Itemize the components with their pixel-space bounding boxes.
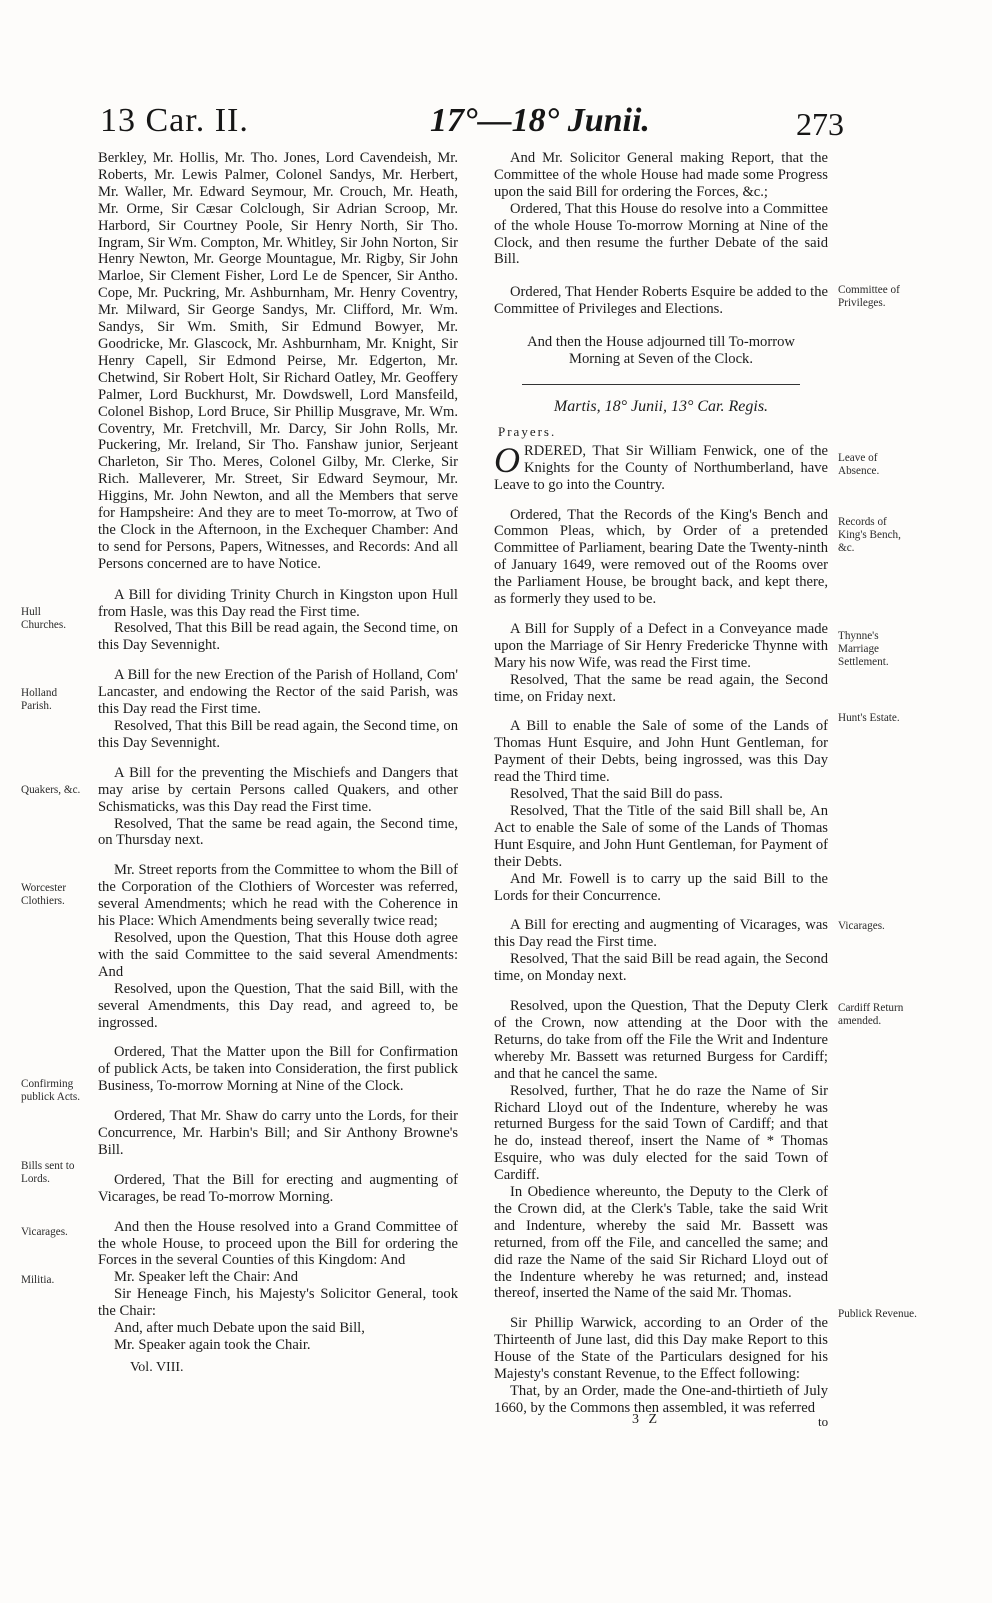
entry-confirming-acts (98, 1044, 458, 1095)
paragraph: Resolved, That the said Bill do pass. (510, 786, 723, 803)
entry-quakers (98, 765, 458, 850)
paragraph: Mr. Street reports from the Committee to whom the Bill of the Corporation of the Clothiers of Worcester was referred, several Amendments; which he read with the Coherence in his Place: Which Amendments being severally twice read; (98, 862, 458, 930)
running-header-date: 17°—18° Junii. (430, 102, 650, 139)
paragraph: A Bill for dividing Trinity Church in Kingston upon Hull from Hasle, was this Day read the First time. (98, 586, 458, 620)
paragraph: Mr. Speaker again took the Chair. (114, 1337, 311, 1353)
margin-note-records: Records of King's Bench, &c. (838, 516, 901, 554)
paragraph: Resolved, That the said Bill be read again, the Second time, on Monday next. (494, 951, 828, 985)
paragraph: And Mr. Fowell is to carry up the said Bill to the Lords for their Concurrence. (494, 870, 828, 904)
paragraph: A Bill for the new Erection of the Parish of Holland, Com' Lancaster, and endowing the Rector of the said Parish, was this Day read the First time. (98, 667, 458, 718)
margin-note-hunt: Hunt's Estate. (838, 712, 900, 724)
paragraph: Resolved, That the same be read again, the Second time, on Thursday next. (98, 815, 458, 849)
paragraph: And then the House resolved into a Grand Committee of the whole House, to proceed upon the Bill for ordering the Forces in the several Counties of this Kingdom: And (98, 1218, 458, 1269)
entry-hull-churches (98, 587, 458, 655)
paragraph: Resolved, upon the Question, That this House doth agree with the said Committee to the said several Amendments: And (98, 929, 458, 980)
volume-footer: Vol. VIII. (130, 1359, 184, 1375)
entry-holland-parish (98, 667, 458, 752)
margin-note-vicarages-right: Vicarages. (838, 920, 885, 932)
paragraph: A Bill for the preventing the Mischiefs and Dangers that may arise by certain Persons called Quakers, and other Schismaticks, was this Day read the First time. (98, 764, 458, 815)
margin-note-quakers: Quakers, &c. (21, 784, 81, 796)
paragraph: A Bill to enable the Sale of some of the Lands of Thomas Hunt Esquire, and John Hunt Gentleman, for Payment of their Debts, being ingrossed, was this Day read the Third time. (494, 718, 828, 786)
margin-note-revenue: Publick Revenue. (838, 1308, 917, 1320)
paragraph: Resolved, upon the Question, That the Deputy Clerk of the Crown, now attending at the Door with the Returns, do take from off the File the Writ and Indenture whereby Mr. Bassett was returned Burgess for Cardiff; and that he cancel the same. (494, 998, 828, 1082)
paragraph: Ordered, That the Bill for erecting and augmenting of Vicarages, be read To-morrow Morning. (98, 1171, 458, 1205)
paragraph: Mr. Speaker left the Chair: And (114, 1269, 299, 1286)
paragraph (494, 439, 828, 494)
section-divider (522, 384, 800, 385)
right-column (494, 150, 828, 1417)
paragraph: Ordered, That the Records of the King's Bench and Common Pleas, which, by Order of a pretended Committee of Parliament, bearing Date the Twenty-ninth of January 1649, were removed out of the Rooms over the Parliament House, be brought back, and kept there, as formerly they used to be. (494, 506, 828, 608)
entry-bills-sent (98, 1108, 458, 1159)
entry-leave-of-absence (494, 439, 828, 494)
committee-names-list: Berkley, Mr. Hollis, Mr. Tho. Jones, Lord Cavendeish, Mr. Roberts, Mr. Lewis Palmer, Colonel Sandys, Mr. Herbert, Mr. Waller, Mr. Edward Seymour, Mr. Crouch, Mr. Heath, Mr. Orme, Sir Cæsar Colclough, Sir Adrian Scroop, Mr. Harbord, Sir Courtney Poole, Sir Henry North, Sir Tho. Ingram, Sir Wm. Compton, Mr. Whitley, Sir John Norton, Sir Henry Newton, Mr. George Mountague, Mr. Rigby, Sir John Marloe, Sir Clement Fisher, Lord Le de Spencer, Sir Antho. Cope, Mr. Puckring, Mr. Ashburnham, Mr. Henry Coventry, Mr. Milward, Sir George Sandys, Mr. Clifford, Mr. Wm. Sandys, Sir Wm. Smith, Sir Edmund Bowyer, Mr. Goodricke, Mr. Glascock, Mr. Ashburnham, Mr. Knight, Sir Henry Capell, Sir Edmond Peirse, Mr. Edgerton, Mr. Chetwind, Sir Robert Holt, Sir Richard Oatley, Mr. Geoffery Palmer, Lord Buckhurst, Mr. Dowdswell, Lord Mansfeild, Colonel Bishop, Lord Bruce, Sir Phillip Musgrave, Mr. Wm. Coventry, Mr. Fretchvill, Mr. Darcy, Sir John Rolls, Mr. Puckering, Mr. Ireland, Sir Tho. Fanshaw junior, Serjeant Charleton, Sir Tho. Meres, Colonel Gilby, Mr. Clerke, Sir Rich. Malleverer, Mr. Street, Sir Edward Seymour, Mr. Higgins, Mr. John Newton, and all the Members that serve for Hampsheire: And they are to meet To-morrow, at Two of the Clock in the Afternoon, in the Exchequer Chamber: And to send for Persons, Papers, Witnesses, and Records: And all Persons concerned are to have Notice. (98, 150, 458, 572)
paragraph: A Bill for Supply of a Defect in a Conveyance made upon the Marriage of Sir Henry Fredericke Thynne with Mary his now Wife, was read the First time. (494, 620, 828, 671)
paragraph: Ordered, That the Matter upon the Bill for Confirmation of publick Acts, be taken into Consideration, the first publick Business, To-morrow Morning at Nine of the Clock. (98, 1044, 458, 1095)
paragraph: That, by an Order, made the One-and-thirtieth of July 1660, by the Commons then assembled, it was referred (494, 1383, 828, 1416)
paragraph: Sir Heneage Finch, his Majesty's Solicitor General, took the Chair: (98, 1286, 458, 1320)
entry-vicarages-bill (494, 917, 828, 985)
paragraph: A Bill for erecting and augmenting of Vicarages, was this Day read the First time. (494, 917, 828, 951)
entry-hunt (494, 718, 828, 904)
day-heading: Martis, 18° Junii, 13° Car. Regis. (553, 397, 769, 415)
paragraph: Resolved, That this Bill be read again, the Second time, on this Day Sevennight. (98, 620, 458, 654)
paragraph: Resolved, That this Bill be read again, the Second time, on this Day Sevennight. (98, 718, 458, 751)
paragraph: Resolved, further, That he do raze the Name of Sir Richard Lloyd out of the Indenture, whereby he was returned Burgess for the said Town of Cardiff; and that he do, instead thereof, insert the Name of * Thomas Esquire, who was duly elected for the said Town of Cardiff. (494, 1082, 828, 1184)
paragraph: Sir Phillip Warwick, according to an Order of the Thirteenth of June last, did this Day make Report to this House of the State of the Particulars designed for his Majesty's constant Revenue, to the Effect following: (494, 1315, 828, 1383)
left-column (98, 150, 458, 1377)
drop-cap: O (494, 439, 520, 480)
entry-worcester-clothiers (98, 862, 458, 1031)
paragraph: Resolved, That the same be read again, the Second time, on Friday next. (494, 671, 828, 705)
entry-vicarages (98, 1172, 458, 1206)
entry-adjourned (494, 334, 828, 368)
signature-mark: 3 Z (632, 1412, 661, 1427)
margin-note-bills-sent: Bills sent to Lords. (21, 1160, 75, 1185)
margin-note-cardiff: Cardiff Return amended. (838, 1002, 904, 1027)
margin-note-vicarages: Vicarages. (21, 1226, 68, 1238)
entry-solicitor-report (494, 150, 828, 268)
running-header-left: 13 Car. II. (100, 102, 249, 139)
entry-militia (98, 1219, 458, 1354)
margin-note-hull: Hull Churches. (21, 606, 67, 631)
catchword: to (818, 1414, 829, 1429)
paragraph: And, after much Debate upon the said Bill, (114, 1320, 365, 1337)
margin-note-thynne: Thynne's Marriage Settlement. (838, 630, 889, 668)
paragraph: And then the House adjourned till To-morrow Morning at Seven of the Clock. (527, 334, 795, 368)
paragraph: Resolved, That the Title of the said Bill shall be, An Act to enable the Sale of some of the Lands of Thomas Hunt Esquire, and John Hunt Gentleman, for Payment of their Debts. (494, 803, 828, 870)
margin-note-leave: Leave of Absence. (838, 452, 880, 477)
paragraph: Ordered, That Mr. Shaw do carry unto the Lords, for their Concurrence, Mr. Harbin's Bill; and Sir Anthony Browne's Bill. (98, 1108, 458, 1158)
margin-note-militia: Militia. (21, 1274, 55, 1286)
prayers-heading: Prayers. (498, 423, 557, 439)
paragraph: Ordered, That this House do resolve into a Committee of the whole House To-morrow Morning at Nine of the Clock, and then resume the further Debate of the said Bill. (494, 200, 828, 268)
paragraph-text: RDERED, That Sir William Fenwick, one of the Knights for the County of Northumberland, have Leave to go into the Country. (494, 442, 828, 493)
margin-note-confirming: Confirming publick Acts. (21, 1078, 81, 1103)
paragraph: And Mr. Solicitor General making Report, that the Committee of the whole House had made some Progress upon the said Bill for ordering the Forces, &c.; (494, 150, 828, 200)
page-number: 273 (796, 106, 844, 142)
paragraph: Ordered, That Hender Roberts Esquire be added to the Committee of Privileges and Elections. (494, 284, 828, 318)
entry-records (494, 507, 828, 608)
margin-note-holland: Holland Parish. (21, 687, 58, 712)
entry-privileges (494, 284, 828, 318)
entry-thynne (494, 621, 828, 706)
entry-cardiff (494, 998, 828, 1302)
entry-publick-revenue (494, 1315, 828, 1416)
margin-note-privileges: Committee of Privileges. (838, 284, 900, 309)
paragraph: In Obedience whereunto, the Deputy to the Clerk of the Crown did, at the Clerk's Table, take the said Writ and Indenture, whereby the said Mr. Bassett was returned, from off the File, and cancelled the same; and did raze the Name of the said Sir Richard Lloyd out of the Indenture whereby he was returned; and, instead thereof, inserted the Name of the said Mr. Thomas. (494, 1184, 828, 1302)
paragraph: Resolved, upon the Question, That the said Bill, with the several Amendments, this Day read, and agreed to, be ingrossed. (98, 980, 458, 1031)
margin-note-worcester: Worcester Clothiers. (21, 882, 67, 907)
